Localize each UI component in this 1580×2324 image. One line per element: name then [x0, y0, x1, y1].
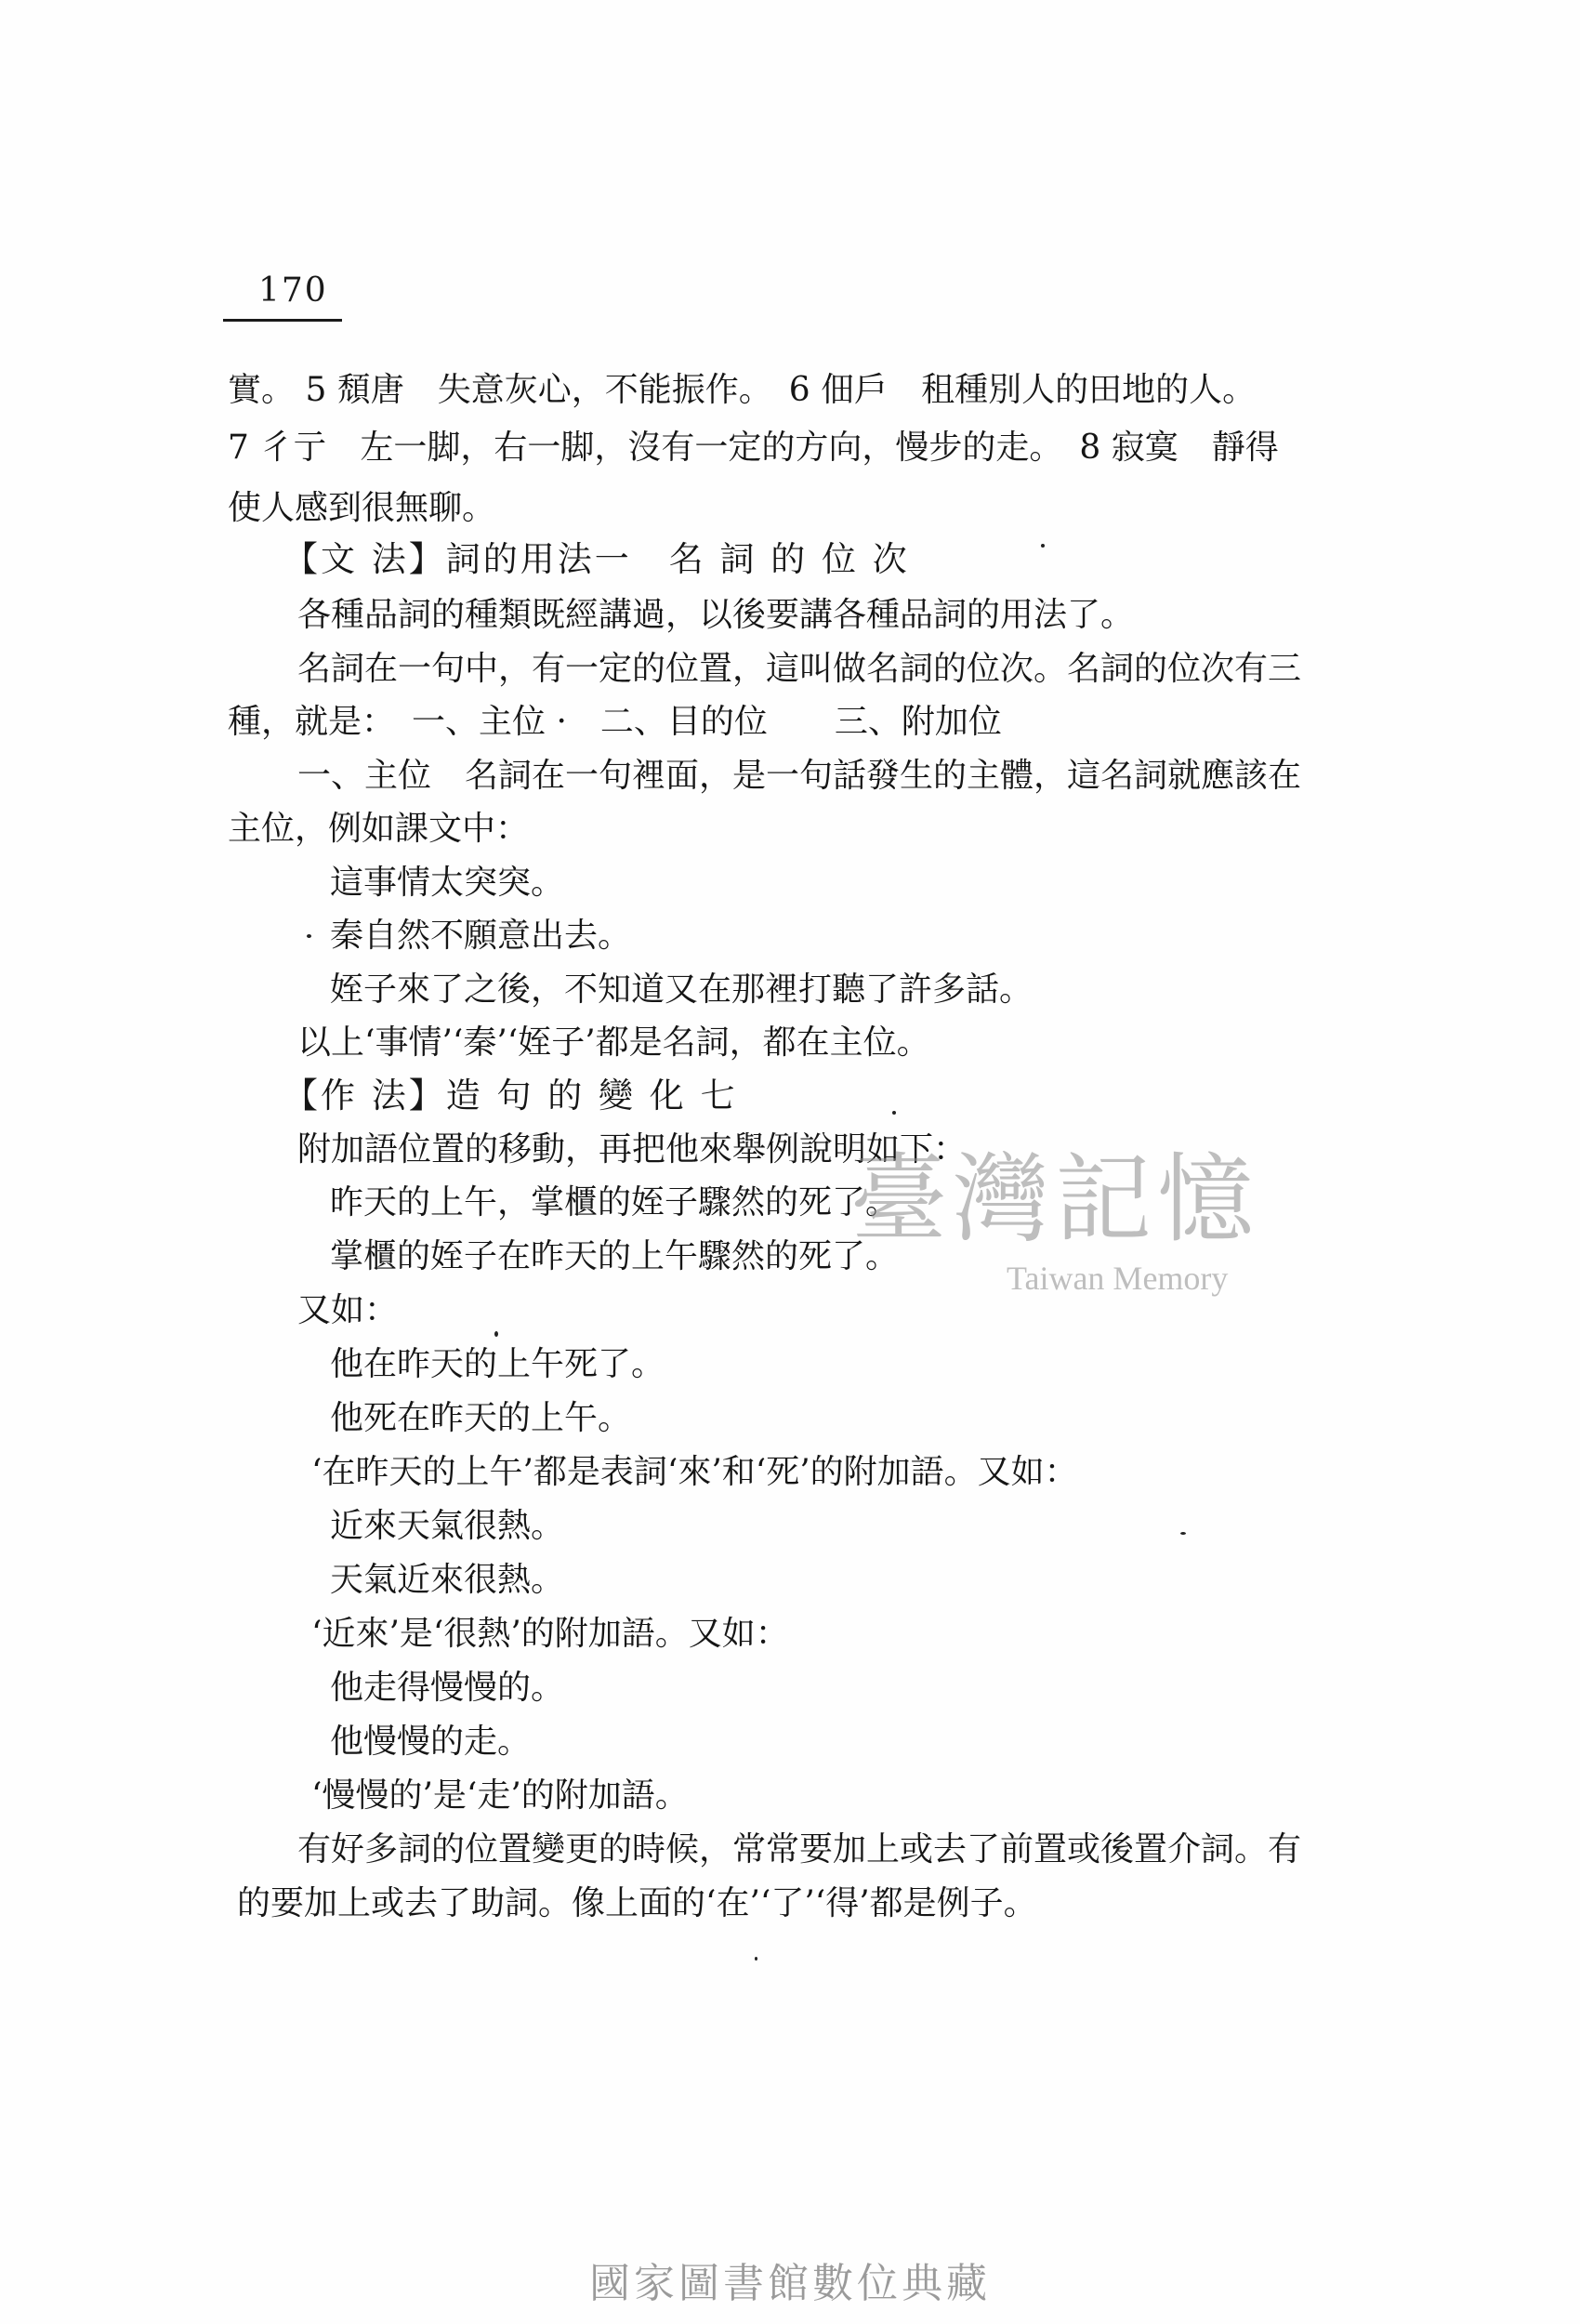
text-line: 主位，例如課文中： [228, 810, 530, 848]
library-footer: 國家圖書館數位典藏 [589, 2260, 991, 2307]
text-line: 又如： [297, 1291, 399, 1329]
text-line: ‘慢慢的’是‘走’的附加語。 [311, 1776, 689, 1815]
example-sentence: 他走得慢慢的。 [330, 1669, 565, 1707]
text-line: 實。 5 頹唐 失意灰心，不能振作。 6 佃戶 租種別人的田地的人。 [228, 371, 1257, 409]
watermark-en-text: Taiwan Memory [1007, 1260, 1229, 1297]
text-line: 的要加上或去了助詞。像上面的‘在’‘了’‘得’都是例子。 [237, 1884, 1037, 1922]
text-line: ‘在昨天的上午’都是表詞‘來’和‘死’的附加語。又如： [311, 1453, 1078, 1491]
example-sentence: 掌櫃的姪子在昨天的上午驟然的死了。 [330, 1237, 900, 1275]
scan-speck [307, 934, 311, 938]
example-sentence: 近來天氣很熱。 [330, 1507, 565, 1545]
section-heading-composition: 【作 法】造 句 的 變 化 七 [283, 1076, 738, 1116]
watermark-cjk-text: 臺灣記憶 [850, 1142, 1260, 1256]
scan-speck [755, 1957, 757, 1961]
text-line: 名詞在一句中，有一定的位置，這叫做名詞的位次。名詞的位次有三 [297, 650, 1302, 688]
page-number-underline [223, 319, 342, 322]
text-line: 7 彳亍 左一脚，右一脚，沒有一定的方向，慢步的走。 8 寂寞 靜得 [228, 429, 1279, 467]
example-sentence: 他在昨天的上午死了。 [330, 1345, 665, 1383]
example-sentence: 天氣近來很熱。 [330, 1561, 565, 1599]
text-line: 種，就是： 一、主位 · 二、目的位 三、附加位 [228, 703, 1002, 741]
example-sentence: 他死在昨天的上午。 [330, 1399, 632, 1437]
example-sentence: 秦自然不願意出去。 [330, 917, 632, 955]
text-line: 以上‘事情’‘秦’‘姪子’都是名詞，都在主位。 [297, 1023, 930, 1062]
text-line: 附加語位置的移動，再把他來舉例說明如下： [297, 1130, 968, 1169]
scan-speck [892, 1111, 896, 1115]
text-line: 一、主位 名詞在一句裡面，是一句話發生的主體，這名詞就應該在 [297, 757, 1302, 795]
scan-speck [1041, 544, 1045, 548]
watermark-logo [850, 1143, 1278, 1301]
text-line: ‘近來’是‘很熱’的附加語。又如： [311, 1615, 789, 1653]
example-sentence: 姪子來了之後，不知道又在那裡打聽了許多話。 [330, 971, 1034, 1009]
example-sentence: 這事情太突突。 [330, 864, 565, 902]
text-line: 有好多詞的位置變更的時候，常常要加上或去了前置或後置介詞。有 [297, 1830, 1302, 1868]
scan-speck [494, 1331, 498, 1337]
example-sentence: 昨天的上午，掌櫃的姪子驟然的死了。 [330, 1183, 900, 1221]
page-number: 170 [258, 271, 328, 310]
section-heading-grammar: 【文 法】詞的用法一 名 詞 的 位 次 [283, 539, 910, 579]
example-sentence: 他慢慢的走。 [330, 1723, 532, 1761]
scan-speck [1180, 1532, 1186, 1535]
text-line: 使人感到很無聊。 [228, 489, 496, 527]
text-line: 各種品詞的種類既經講過，以後要講各種品詞的用法了。 [297, 596, 1135, 634]
